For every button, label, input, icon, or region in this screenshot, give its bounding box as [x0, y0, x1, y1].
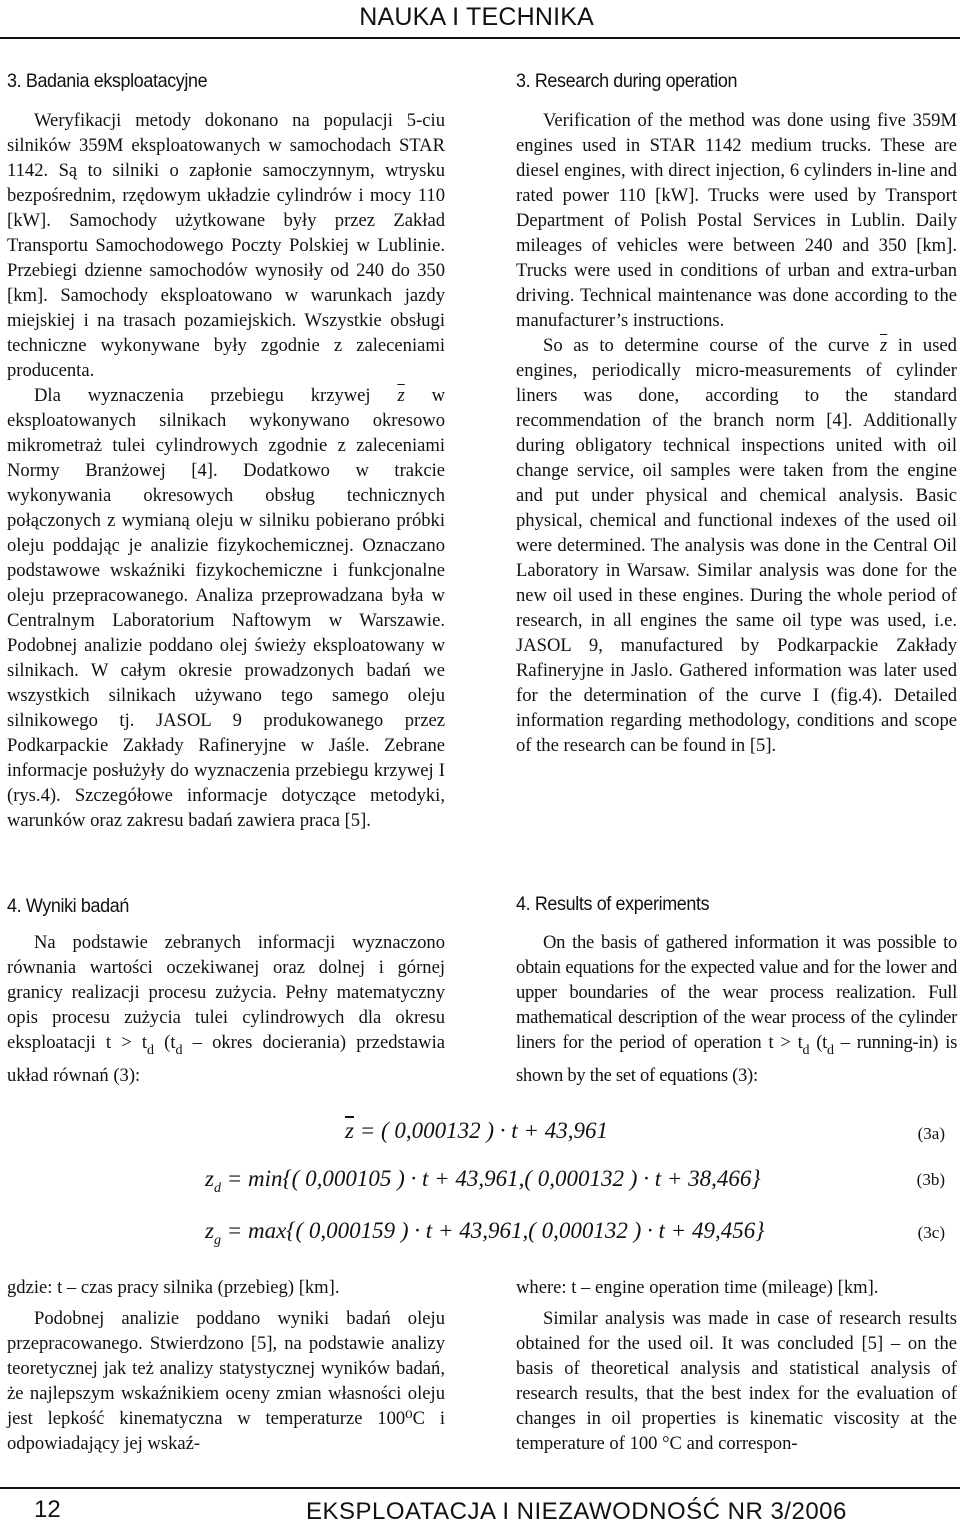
eq-lhs-subscript: d — [213, 1181, 221, 1196]
paragraph: Similar analysis was made in case of research results obtained for the used oil. It was concluded [5] – on the basis of theoretical analysis and statistical analysis of research results, that the best index for the evaluation of changes in oil properties is kinematic viscosity at the temperature of 100 °C and correspon- — [516, 1308, 957, 1454]
eq-rhs: = ( 0,000132 ) · t + 43,961 — [359, 1118, 608, 1143]
paragraph: where: t – engine operation time (mileage) [km]. — [516, 1277, 879, 1298]
subscript: d — [147, 1043, 155, 1058]
paragraph: Weryfikacji metody dokonano na populacji 5-ciu silników 359M eksploatowanych w samochodach STAR 1142. Są to silniki o zapłonie samoczynnym, wtrysku bezpośrednim, rzędowym układzie cylindrów i mocy 110 [kW]. Samochody użytkowane były przez Zakład Transportu Samochodowego Poczty Polskiej w Lublinie. Przebiegi dzienne samochodów wynosiły od 240 do 350 [km]. Samochody eksploatowano w warunkach jazdy miejskiej i na trasach pozamiejskich. Wszystkie obsługi techniczne wykonywane były zgodnie z zaleceniami producenta. — [7, 110, 445, 381]
paragraph — [516, 930, 957, 1088]
eq-rhs: = min{( 0,000105 ) · t + 43,961,( 0,000132 ) · t + 38,466} — [226, 1166, 761, 1191]
eq-lhs: $\overline{z}$ — [345, 1118, 354, 1143]
after-equations-en — [516, 1275, 957, 1456]
equation-number: (3c) — [917, 1223, 945, 1242]
text: (t — [809, 1032, 827, 1053]
section-3-body-pl — [7, 108, 445, 833]
text: Dla wyznaczenia przebiegu krzywej — [34, 385, 371, 406]
text: Na podstawie zebranych informacji wyznaczono równania wartości oczekiwanej oraz dolnej i górnej granicy realizacji procesu zużycia. Pełny matematyczny opis procesu zużycia tulei cylindrowych dla okresu eksploatacji t > t — [7, 932, 445, 1053]
paragraph — [7, 930, 445, 1088]
text: On the basis of gathered information it was possible to obtain equations for the expected value and for the lower and upper boundaries of the wear process realization. Full mathematical description of the wear process of the cylinder liners for the period of operation t > t — [516, 932, 957, 1053]
z-bar-symbol: $\overline{z}$ — [879, 335, 888, 356]
text: (t — [154, 1032, 176, 1053]
page-number: 12 — [34, 1496, 61, 1523]
paragraph — [7, 383, 445, 833]
eq-lhs: z — [205, 1218, 214, 1243]
eq-rhs: = max{( 0,000159 ) · t + 43,961,( 0,000132 ) · t + 49,456} — [226, 1218, 765, 1243]
subscript: d — [802, 1043, 810, 1058]
section-3-heading-pl: 3. Badania eksploatacyjne — [7, 70, 208, 92]
section-4-heading-pl: 4. Wyniki badań — [7, 895, 129, 917]
paragraph: gdzie: t – czas pracy silnika (przebieg) [km]. — [7, 1277, 340, 1298]
eq-lhs: z — [205, 1166, 214, 1191]
equation-3a — [345, 1118, 608, 1149]
section-3-heading-en: 3. Research during operation — [516, 70, 738, 92]
text: w eksploatowanych silnikach wykonywano okresowo mikrometraż tulei cylindrowych zgodnie z zaleceniami Normy Branżowej [4]. Dodatkowo w trakcie wykonywania okresowych obsług technicznych połączonych z wymianą oleju w silniku pobierano próbki oleju poddając je analizie fizykochemicznej. Oznaczano podstawowe wskaźniki fizykochemiczne i funkcjonalne oleju przepracowanego. Analiza przeprowadzana była w Centralnym Laboratorium Naftowym w Warszawie. Podobnej analizie poddano olej świeży eksploatowany w silnikach. W całym okresie prowadzonych badań we wszystkich silnikach używano tego samego oleju silnikowego tj. JASOL 9 produkowanego przez Podkarpackie Zakłady Rafineryjne w Jaśle. Zebrane informacje posłużyły do wyznaczenia przebiegu krzywej I (rys.4). Szczegółowe informacje dotyczące metodyki, warunków oraz zakresu badań zawiera praca [5]. — [7, 385, 445, 831]
z-bar-symbol: $\overline{z}$ — [397, 385, 405, 406]
section-4-heading-en: 4. Results of experiments — [516, 893, 710, 915]
equation-number: (3b) — [916, 1170, 945, 1189]
journal-name: EKSPLOATACJA I NIEZAWODNOŚĆ NR 3/2006 — [306, 1498, 847, 1525]
text: So as to determine course of the curve — [543, 335, 870, 356]
section-4-body-en — [516, 930, 957, 1088]
after-equations-pl — [7, 1275, 445, 1456]
equation-3b — [205, 1166, 761, 1197]
text: – running-in) is shown by the set of equations (3): — [516, 1032, 958, 1086]
eq-lhs-subscript: g — [213, 1233, 221, 1248]
text: – okres docierania) przedstawia układ równań (3): — [7, 1032, 446, 1086]
equation-number: (3a) — [917, 1124, 945, 1143]
equation-3c — [205, 1218, 764, 1249]
paragraph: Verification of the method was done using five 359M engines used in STAR 1142 medium trucks. These are diesel engines, with direct injection, 6 cylinders in-line and rated power 110 [kW]. Trucks were used by Transport Department of Polish Postal Services in Lublin. Daily mileages of vehicles were between 240 and 350 [km]. Trucks were used in conditions of urban and extra-urban driving. Technical maintenance was done according to the manufacturer’s instructions. — [516, 110, 957, 331]
section-3-body-en — [516, 108, 957, 758]
running-header: NAUKA I TECHNIKA — [359, 3, 594, 31]
header-rule — [0, 37, 960, 39]
paragraph: Podobnej analizie poddano wyniki badań oleju przepracowanego. Stwierdzono [5], na podstawie analizy teoretycznej jak też analizy statystycznej wyników badań, że najlepszym wskaźnikiem oceny zmian własności oleju jest lepkość kinematyczna w temperaturze 100⁰C i odpowiadający jej wskaź- — [7, 1308, 445, 1454]
subscript: d — [827, 1043, 834, 1058]
text: in used engines, periodically micro-measurements of cylinder liners was done, according to the standard recommendation of the branch norm [4]. Additionally during obligatory technical inspections united with oil change service, oil samples were taken from the engine and put under physical and chemical analysis. Basic physical, chemical and functional indexes of the used oil were determined. The analysis was done in the Central Oil Laboratory in Warsaw. Similar analysis was done for the new oil used in these engines. During the whole period of research, in all engines the same oil type was used, i.e. JASOL 9, manufactured by Podkarpackie Zakłady Rafineryjne in Jaslo. Gathered information was later used for the determination of the curve I (fig.4). Detailed information regarding methodology, conditions and scope of the research can be found in [5]. — [516, 335, 957, 756]
equation-block — [0, 1110, 960, 1260]
footer-rule — [0, 1487, 960, 1489]
paragraph — [516, 333, 957, 758]
subscript: d — [175, 1043, 183, 1058]
section-4-body-pl — [7, 930, 445, 1088]
